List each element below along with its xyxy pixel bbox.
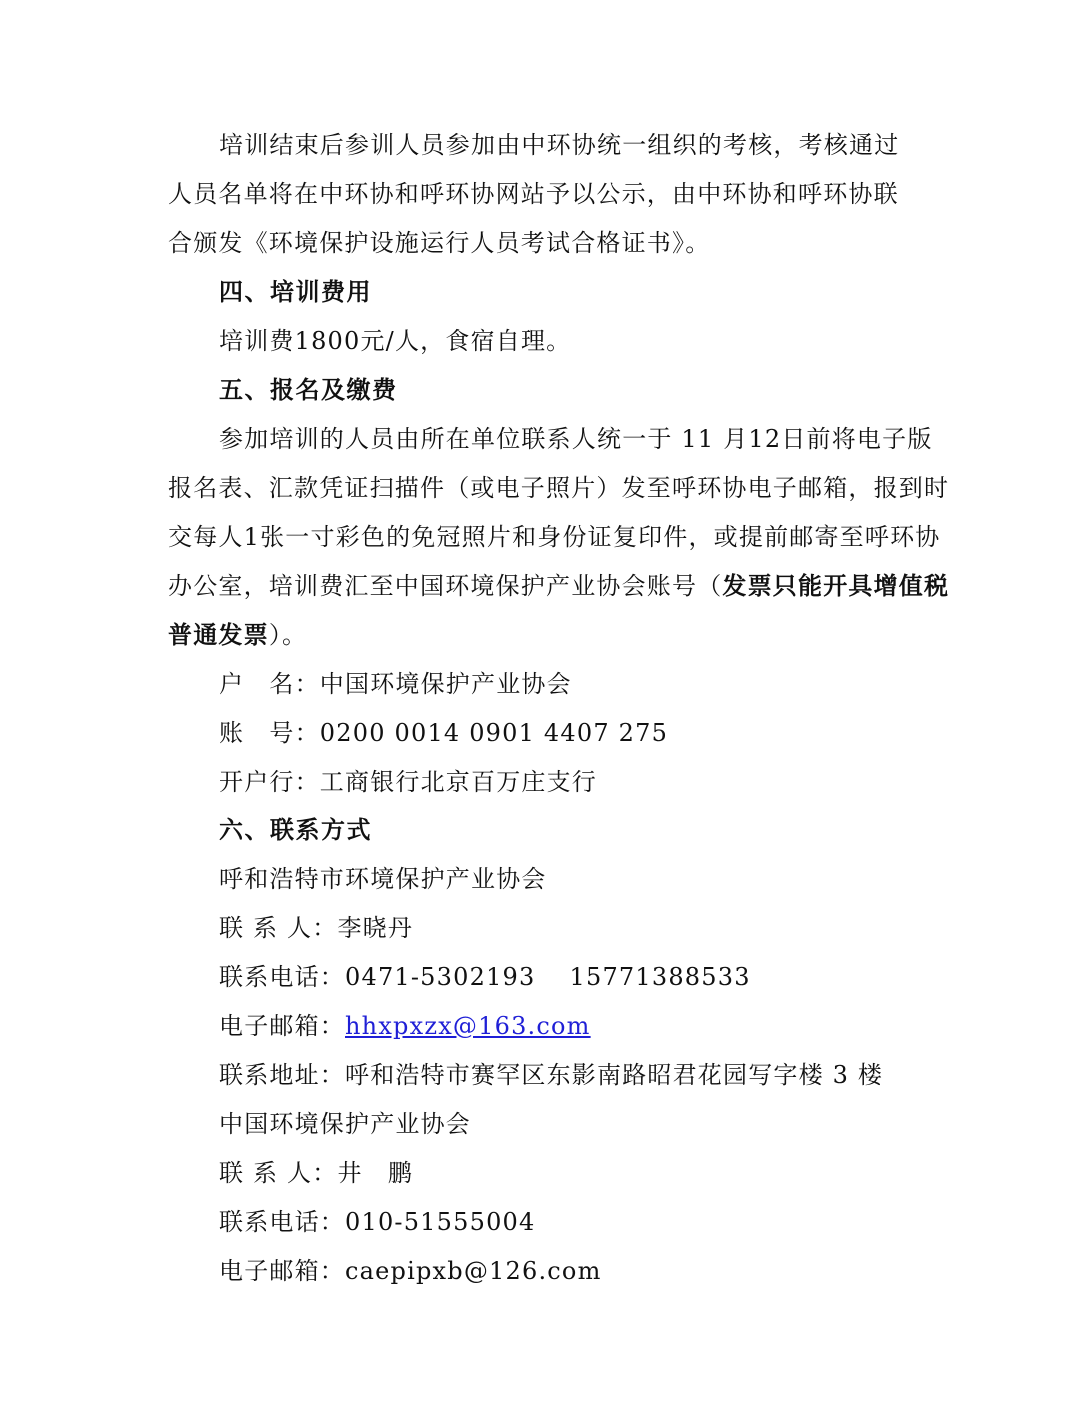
section5-line5-suffix: ）。	[268, 621, 308, 649]
section6-heading: 六、联系方式	[219, 815, 372, 844]
org1-address: 联系地址：呼和浩特市赛罕区东影南路昭君花园写字楼 3 楼	[219, 1061, 884, 1089]
section5-line4-prefix: 办公室，培训费汇至中国环境保护产业协会账号（	[168, 572, 723, 600]
org1-email-row	[219, 1011, 929, 1041]
section4-text: 培训费1800元/人，食宿自理。	[219, 327, 572, 355]
section5-line1: 参加培训的人员由所在单位联系人统一于 11 月12日前将电子版	[219, 425, 933, 453]
org2-contact: 联 系 人：井 鹏	[219, 1159, 414, 1187]
para1-line1: 培训结束后参训人员参加由中环协统一组织的考核，考核通过	[219, 131, 900, 159]
org2-email: 电子邮箱：caepipxb@126.com	[219, 1257, 602, 1285]
org1-email-label: 电子邮箱：	[219, 1012, 345, 1040]
invoice-note-bold: 发票只能开具增值税	[722, 571, 950, 600]
org1-phone: 联系电话：0471-5302193 15771388533	[219, 963, 751, 991]
org1-name: 呼和浩特市环境保护产业协会	[219, 865, 547, 893]
section5-line2: 报名表、汇款凭证扫描件（或电子照片）发至呼环协电子邮箱，报到时	[168, 474, 950, 502]
invoice-note-bold-2: 普通发票	[168, 620, 269, 649]
org1-contact: 联 系 人：李晓丹	[219, 914, 414, 942]
section5-line4	[168, 571, 950, 601]
account-number: 账 号：0200 0014 0901 4407 275	[219, 719, 669, 747]
account-name: 户 名：中国环境保护产业协会	[219, 670, 572, 698]
section5-line3: 交每人1张一寸彩色的免冠照片和身份证复印件，或提前邮寄至呼环协	[168, 523, 941, 551]
org2-name: 中国环境保护产业协会	[219, 1110, 471, 1138]
section5-heading: 五、报名及缴费	[219, 375, 398, 404]
para1-line3: 合颁发《环境保护设施运行人员考试合格证书》。	[168, 229, 711, 257]
para1-line2: 人员名单将在中环协和呼环协网站予以公示，由中环协和呼环协联	[168, 180, 899, 208]
section5-line5	[168, 620, 928, 650]
org2-phone: 联系电话：010-51555004	[219, 1208, 536, 1236]
section4-heading: 四、培训费用	[219, 277, 372, 306]
org1-email-link[interactable]: hhxpxzx@163.com	[345, 1012, 591, 1040]
bank-name: 开户行：工商银行北京百万庄支行	[219, 768, 597, 796]
